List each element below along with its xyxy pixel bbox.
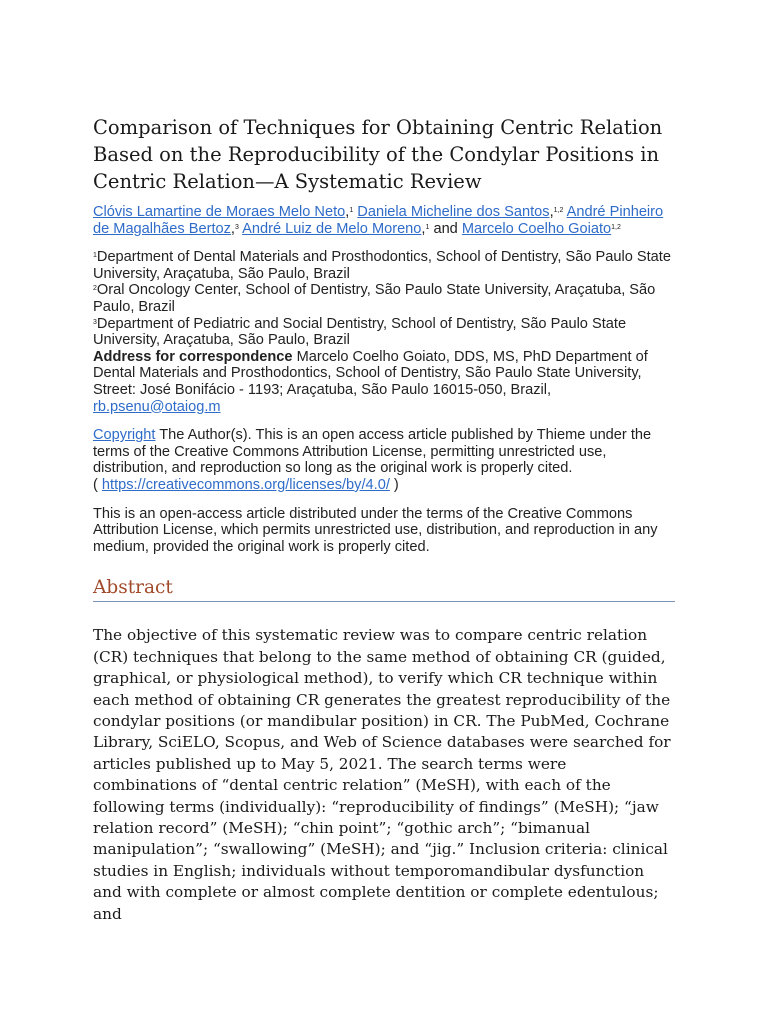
correspondence-email-link[interactable]: rb.psenu@otaiog.m	[93, 398, 221, 415]
affiliation-sup: 3	[93, 318, 97, 326]
author-conjunction: and	[433, 220, 458, 237]
copyright-link[interactable]: Copyright	[93, 427, 156, 444]
article-title: Comparison of Techniques for Obtaining Centric Relation Based on the Reproducibility of the Condylar Positions in Centric Relation—A Systematic Review	[93, 116, 663, 193]
abstract-heading: Abstract	[93, 577, 675, 602]
author-link[interactable]: André Luiz de Melo Moreno	[242, 220, 422, 237]
license-open: (	[93, 476, 102, 493]
affiliation	[93, 249, 675, 282]
author-link[interactable]: Marcelo Coelho Goiato	[461, 220, 612, 237]
author-sup: 3	[234, 223, 239, 231]
affiliation	[93, 282, 675, 315]
author-sup: 1	[425, 223, 430, 231]
author-sup: 1,2	[611, 223, 621, 231]
correspondence-text: Marcelo Coelho Goiato, DDS, MS, PhD Department of Dental Materials and Prosthodontics, School of Dentistry, São Paulo State University, Street: José Bonifácio - 1193; Araçatuba, São Paulo 16015-050, Brazil,	[93, 348, 648, 398]
article	[93, 114, 675, 940]
affiliation-text: Department of Dental Materials and Prosthodontics, School of Dentistry, São Paulo State University, Araçatuba, São Paulo, Brazil	[93, 249, 671, 282]
affiliation	[93, 316, 675, 349]
affiliation-text: Oral Oncology Center, School of Dentistry, São Paulo State University, Araçatuba, São Paulo, Brazil	[93, 282, 656, 315]
author-list: Clóvis Lamartine de Moraes Melo Neto,$^1$ Daniela Micheline dos Santos,$^{1,2}$ André Pinheiro de Magalhães Bertoz,$^3$ André Luiz de Melo Moreno,$^1$ and Marcelo Coelho Goiato$^{1,2}$	[93, 204, 664, 237]
correspondence	[93, 349, 675, 415]
author-sup: 1,2	[553, 207, 564, 214]
author-sup: 1	[349, 207, 354, 214]
affiliations	[93, 249, 675, 415]
copyright-text: The Author(s). This is an open access article published by Thieme under the terms of the Creative Commons Attribution License, permitting unrestricted use, distribution, and reproduction so long as the original work is properly cited.	[93, 427, 652, 477]
license-close: )	[389, 476, 399, 493]
affiliation-text: Department of Pediatric and Social Dentistry, School of Dentistry, São Paulo State University, Araçatuba, São Paulo, Brazil	[93, 315, 627, 349]
author-link[interactable]: Daniela Micheline dos Santos	[357, 204, 550, 220]
abstract-body: The objective of this systematic review was to compare centric relation (CR) techniques that belong to the same method of obtaining CR (guided, graphical, or physiological method), to verify which CR technique within each method of obtaining CR generates the greatest reproducibility of the condylar positions (or mandibular position) in CR. The PubMed, Cochrane Library, SciELO, Scopus, and Web of Science databases were searched for articles published up to May 5, 2021. The search terms were combinations of “dental centric relation” (MeSH), with each of the following terms (individually): “reproducibility of findings” (MeSH); “jaw relation record” (MeSH); “chin point”; “gothic arch”; “bimanual manipulation”; “swallowing” (MeSH); and “jig.” Inclusion criteria: clinical studies in English; individuals without temporomandibular dysfunction and with complete or almost complete dentition or complete edentulous; and	[93, 626, 671, 923]
license-link[interactable]: https://creativecommons.org/licenses/by/4.0/	[101, 476, 390, 493]
author-link[interactable]: André Pinheiro de Magalhães Bertoz	[93, 204, 664, 237]
author-link[interactable]: Clóvis Lamartine de Moraes Melo Neto	[93, 204, 346, 220]
correspondence-label: Address for correspondence	[93, 348, 293, 365]
affiliation-sup: 2	[93, 285, 97, 293]
affiliation-sup: 1	[93, 252, 97, 260]
open-access-note: This is an open-access article distributed under the terms of the Creative Commons Attribution License, which permits unrestricted use, distribution, and reproduction in any medium, provided the original work is properly cited.	[93, 505, 658, 555]
copyright-notice	[93, 427, 675, 493]
